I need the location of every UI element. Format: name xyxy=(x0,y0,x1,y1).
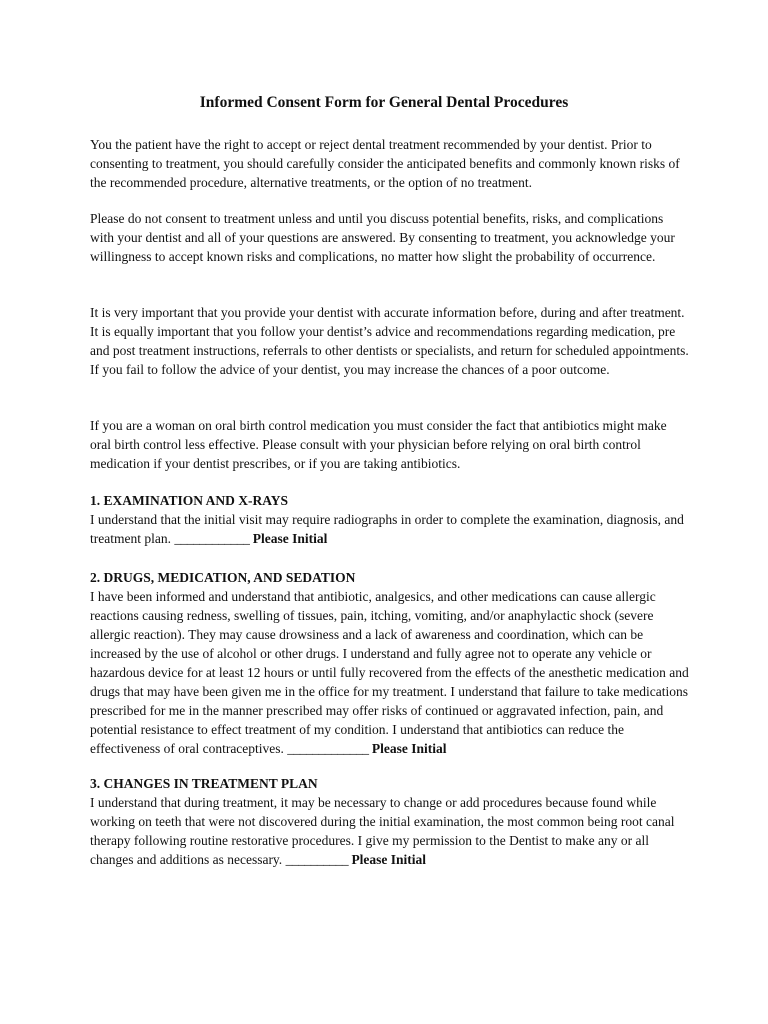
please-initial-label: Please Initial xyxy=(351,852,427,867)
intro-paragraph-3 xyxy=(90,303,690,379)
section-body xyxy=(90,587,690,758)
section-treatment-plan-changes xyxy=(90,774,690,869)
initial-blank-line[interactable]: ____________ xyxy=(174,531,250,546)
please-initial-label: Please Initial xyxy=(371,741,447,756)
paragraph-text: Please do not consent to treatment unless and until you discuss potential benefits, risks, and complications with your dentist and all of your questions are answered. By consenting to treatment, you acknowledge your willingness to accept known risks and complications, no matter how slight the probability of occurrence. xyxy=(90,211,675,264)
section-drugs-medication xyxy=(90,568,690,758)
initial-blank-line[interactable]: __________ xyxy=(285,852,349,867)
section-text: I have been informed and understand that antibiotic, analgesics, and other medications can cause allergic reactions causing redness, swelling of tissues, pain, itching, vomiting, and/or anaphylactic shock (severe allergic reaction). They may cause drowsiness and a lack of awareness and coordination, which can be increased by the use of alcohol or other drugs. I understand and fully agree not to operate any vehicle or hazardous device for at least 12 hours or until fully recovered from the effects of the anesthetic medication and drugs that may have been given me in the office for my treatment. I understand that failure to take medications prescribed for me in the manner prescribed may offer risks of continued or aggravated infection, pain, and potential resistance to effect treatment of my condition. I understand that antibiotics can reduce the effectiveness of oral contraceptives. xyxy=(90,589,689,756)
paragraph-text: If you are a woman on oral birth control medication you must consider the fact that antibiotics might make oral birth control less effective. Please consult with your physician before relying on oral birth control medication if your dentist prescribes, or if you are taking antibiotics. xyxy=(90,418,667,471)
section-body xyxy=(90,510,690,548)
intro-paragraph-4 xyxy=(90,416,690,473)
please-initial-label: Please Initial xyxy=(252,531,328,546)
paragraph-text: It is very important that you provide your dentist with accurate information before, during and after treatment. It is equally important that you follow your dentist’s advice and recommendations regarding medication, pre and post treatment instructions, referrals to other dentists or specialists, and return for scheduled appointments. If you fail to follow the advice of your dentist, you may increase the chances of a poor outcome. xyxy=(90,305,689,377)
section-body xyxy=(90,793,690,869)
section-heading: 1. EXAMINATION AND X-RAYS xyxy=(90,493,289,508)
document-title: Informed Consent Form for General Dental Procedures xyxy=(199,94,569,111)
section-text: I understand that during treatment, it may be necessary to change or add procedures because found while working on teeth that were not discovered during the initial examination, the most common being root canal therapy following routine restorative procedures. I give my permission to the Dentist to make any or all changes and additions as necessary. xyxy=(90,795,675,867)
intro-paragraph-1 xyxy=(90,135,690,192)
section-text: I understand that the initial visit may require radiographs in order to complete the examination, diagnosis, and treatment plan. xyxy=(90,512,684,546)
section-examination xyxy=(90,491,690,548)
section-heading: 2. DRUGS, MEDICATION, AND SEDATION xyxy=(90,570,356,585)
intro-paragraph-2 xyxy=(90,209,690,266)
paragraph-text: You the patient have the right to accept or reject dental treatment recommended by your dentist. Prior to consenting to treatment, you should carefully consider the anticipated benefits and commonly known risks of the recommended procedure, alternative treatments, or the option of no treatment. xyxy=(90,137,680,190)
initial-blank-line[interactable]: _____________ xyxy=(287,741,369,756)
section-heading: 3. CHANGES IN TREATMENT PLAN xyxy=(90,776,318,791)
